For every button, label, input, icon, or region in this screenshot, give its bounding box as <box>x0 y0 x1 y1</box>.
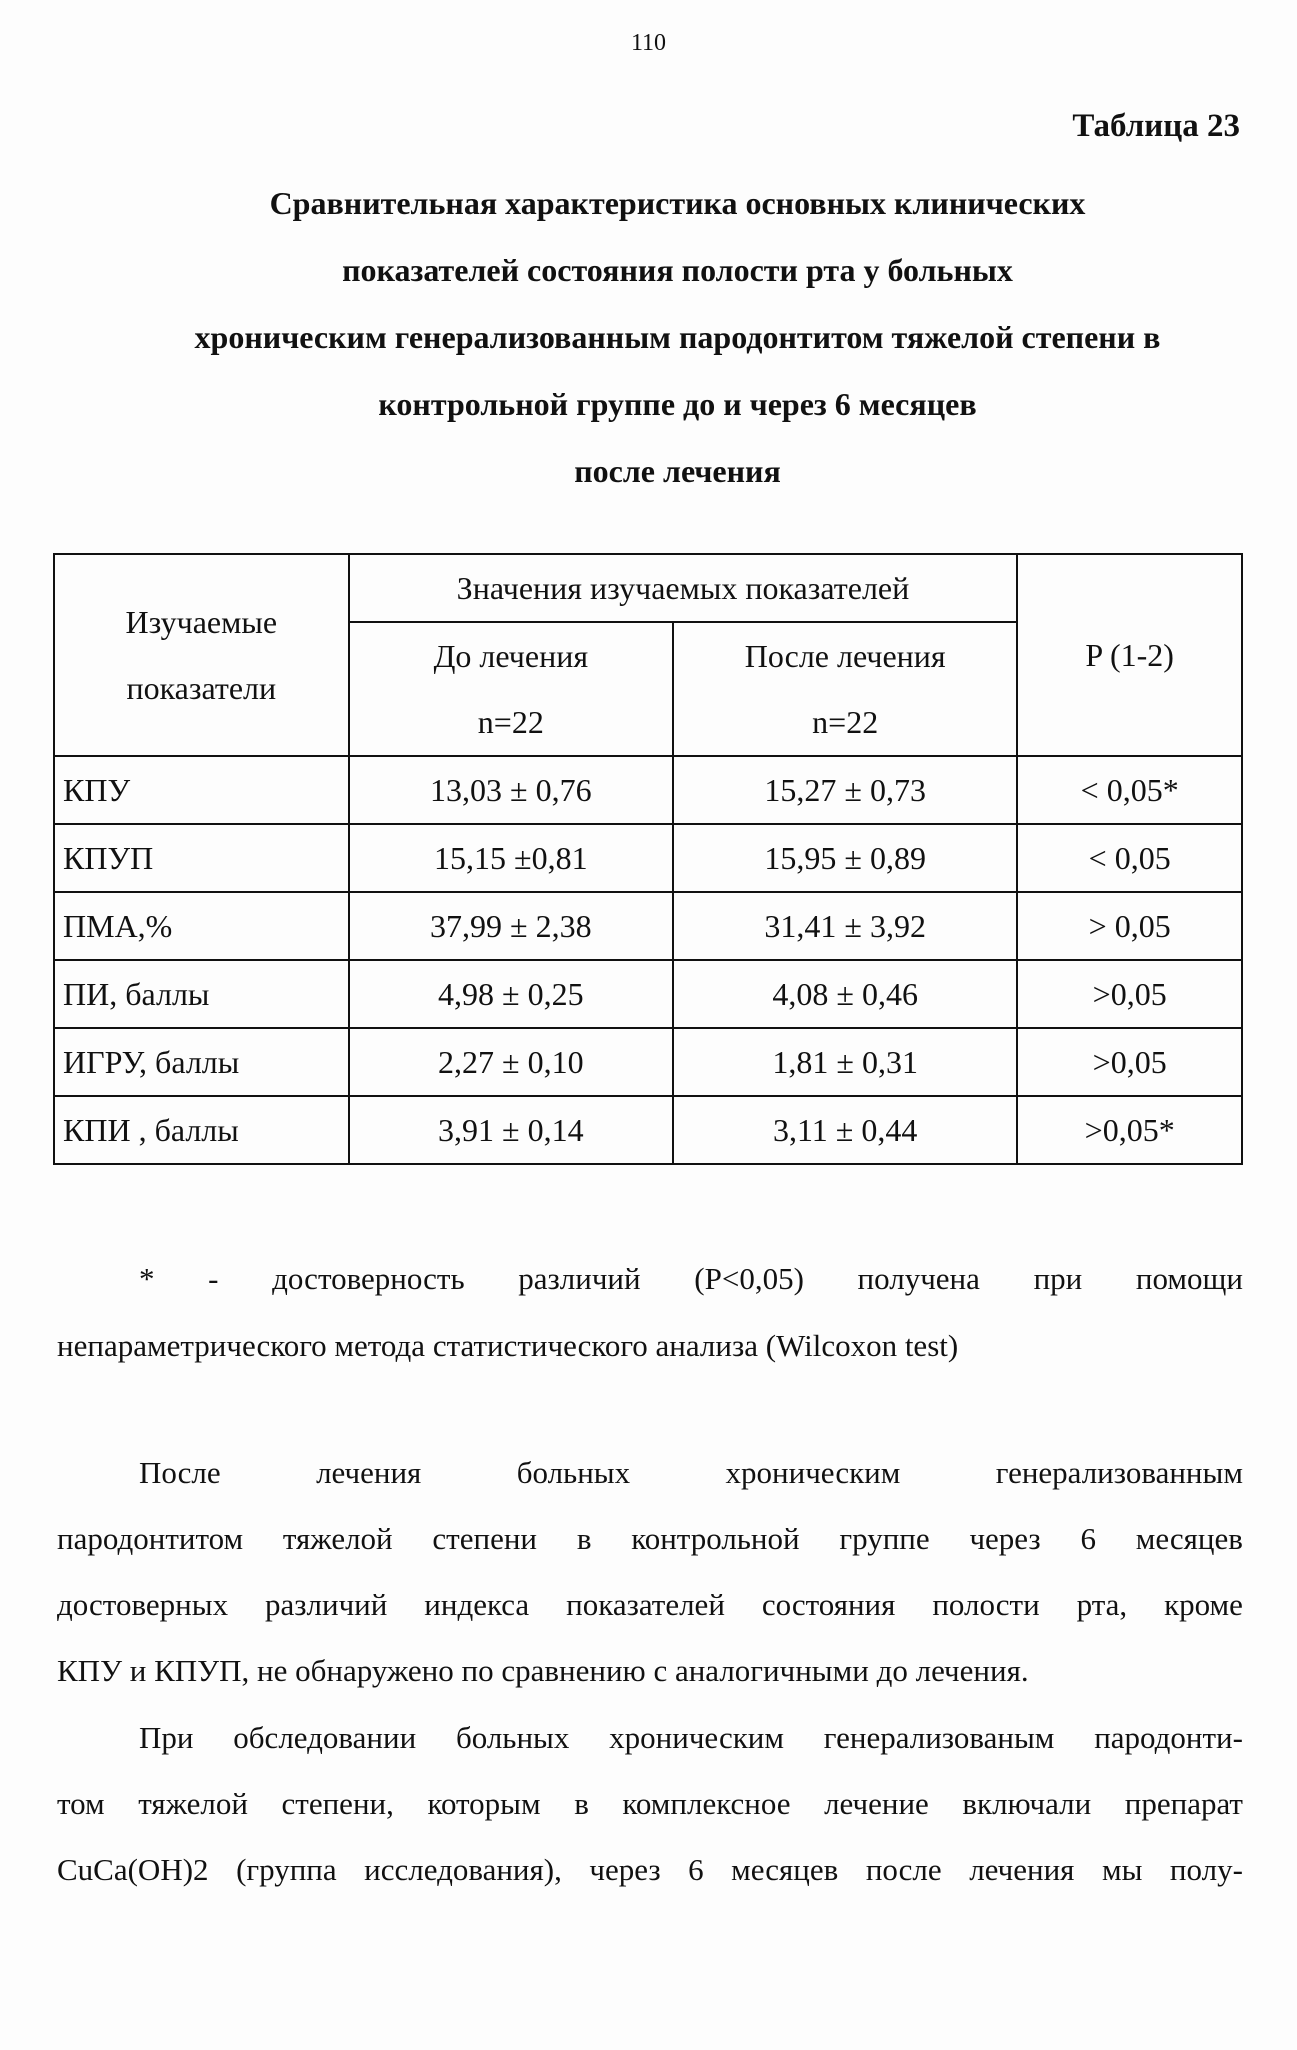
title-line: показателей состояния полости рта у больных <box>342 252 1013 288</box>
footnote-line <box>57 1245 1243 1312</box>
paragraph-word: лечения <box>969 1852 1075 1887</box>
paragraph-word: в <box>574 1786 589 1821</box>
table-row <box>54 756 1242 824</box>
paragraph-word: которым <box>427 1786 541 1821</box>
table-label: Таблица 23 <box>1072 108 1240 144</box>
row-after-value: 15,27 ± 0,73 <box>673 756 1017 824</box>
paragraph-word: лечение <box>824 1786 929 1821</box>
paragraph-word: состояния <box>761 1587 896 1622</box>
header-indicators-line1: Изучаемые <box>125 604 278 640</box>
row-after-value: 15,95 ± 0,89 <box>673 824 1017 892</box>
paragraph-word: хроническим <box>725 1455 901 1490</box>
table-row <box>54 892 1242 960</box>
table-title <box>110 170 1245 505</box>
header-after-n: n=22 <box>812 704 879 740</box>
paragraph-word: месяцев <box>1135 1521 1243 1556</box>
row-after-value: 1,81 ± 0,31 <box>673 1028 1017 1096</box>
title-line: после лечения <box>574 453 781 489</box>
paragraph-word: степени <box>432 1521 538 1556</box>
header-indicators-line2: показатели <box>126 670 277 706</box>
paragraph-word: полу- <box>1169 1852 1243 1887</box>
paragraph-word: пародонтитом <box>57 1521 244 1556</box>
paragraph-line: КПУ и КПУП, не обнаружено по сравнению с аналогичными до лечения. <box>57 1653 1029 1688</box>
row-p-value: >0,05* <box>1017 1096 1242 1164</box>
paragraph-word: группе <box>839 1521 930 1556</box>
paragraph-word: в <box>576 1521 592 1556</box>
header-before-treatment <box>349 622 673 756</box>
row-before-value: 3,91 ± 0,14 <box>349 1096 673 1164</box>
footnote-word: помощи <box>1135 1261 1243 1296</box>
header-p-value: P (1-2) <box>1017 554 1242 756</box>
paragraph-word: степени, <box>281 1786 394 1821</box>
paragraph-word: мы <box>1101 1852 1143 1887</box>
row-after-value: 3,11 ± 0,44 <box>673 1096 1017 1164</box>
row-indicator-name: КПУП <box>54 824 349 892</box>
table-footnote <box>57 1245 1243 1379</box>
paragraph-line <box>57 1705 1243 1771</box>
row-indicator-name: ПИ, баллы <box>54 960 349 1028</box>
title-line: Сравнительная характеристика основных клинических <box>269 185 1086 221</box>
header-indicators <box>54 554 349 756</box>
header-before-n: n=22 <box>477 704 544 740</box>
row-indicator-name: ИГРУ, баллы <box>54 1028 349 1096</box>
table-row <box>54 824 1242 892</box>
paragraph-word: 6 <box>688 1852 704 1887</box>
paragraph-word: больных <box>516 1455 631 1490</box>
row-after-value: 4,08 ± 0,46 <box>673 960 1017 1028</box>
paragraph-word: 6 <box>1080 1521 1096 1556</box>
table-header-row <box>54 554 1242 622</box>
paragraph-word: различий <box>265 1587 388 1622</box>
row-p-value: >0,05 <box>1017 960 1242 1028</box>
paragraph-word: обследовании <box>233 1720 417 1755</box>
paragraph-word: рта, <box>1076 1587 1128 1622</box>
table-row <box>54 1096 1242 1164</box>
paragraph-line <box>57 1771 1243 1837</box>
paragraph-word: исследования), <box>364 1852 562 1887</box>
row-p-value: < 0,05 <box>1017 824 1242 892</box>
footnote-word: при <box>1033 1261 1083 1296</box>
table-row <box>54 960 1242 1028</box>
row-indicator-name: КПИ , баллы <box>54 1096 349 1164</box>
paragraph-word: достоверных <box>57 1587 229 1622</box>
footnote-word: получена <box>857 1261 980 1296</box>
row-p-value: < 0,05* <box>1017 756 1242 824</box>
paragraph-word: показателей <box>566 1587 725 1622</box>
paragraph-word: кроме <box>1164 1587 1243 1622</box>
body-paragraph <box>57 1440 1243 1704</box>
row-before-value: 2,27 ± 0,10 <box>349 1028 673 1096</box>
row-p-value: > 0,05 <box>1017 892 1242 960</box>
footnote-word: достоверность <box>272 1261 465 1296</box>
row-indicator-name: КПУ <box>54 756 349 824</box>
row-before-value: 15,15 ±0,81 <box>349 824 673 892</box>
footnote-line: непараметрического метода статистического анализа (Wilcoxon test) <box>57 1328 959 1363</box>
paragraph-word: После <box>139 1455 221 1490</box>
header-after-label: После лечения <box>744 638 946 674</box>
paragraph-line <box>57 1440 1243 1506</box>
row-before-value: 13,03 ± 0,76 <box>349 756 673 824</box>
header-after-treatment <box>673 622 1017 756</box>
row-p-value: >0,05 <box>1017 1028 1242 1096</box>
paragraph-word: через <box>969 1521 1041 1556</box>
title-line: контрольной группе до и через 6 месяцев <box>378 386 977 422</box>
paragraph-line <box>57 1506 1243 1572</box>
paragraph-line <box>57 1572 1243 1638</box>
paragraph-word: индекса <box>424 1587 530 1622</box>
paragraph-word: лечения <box>316 1455 422 1490</box>
paragraph-word: При <box>139 1720 194 1755</box>
paragraph-word: препарат <box>1124 1786 1243 1821</box>
row-indicator-name: ПМА,% <box>54 892 349 960</box>
footnote-word: - <box>208 1261 219 1296</box>
paragraph-word: полости <box>932 1587 1040 1622</box>
paragraph-word: пародонти- <box>1094 1720 1243 1755</box>
row-after-value: 31,41 ± 3,92 <box>673 892 1017 960</box>
table-row <box>54 1028 1242 1096</box>
paragraph-line <box>57 1837 1243 1903</box>
title-line: хроническим генерализованным пародонтитом тяжелой степени в <box>194 319 1161 355</box>
row-before-value: 37,99 ± 2,38 <box>349 892 673 960</box>
paragraph-word: (группа <box>236 1852 337 1887</box>
paragraph-word: генерализованным <box>995 1455 1243 1490</box>
paragraph-word: CuCa(OH)2 <box>57 1852 209 1887</box>
paragraph-word: генерализованым <box>823 1720 1055 1755</box>
body-paragraph <box>57 1705 1243 1903</box>
paragraph-word: хроническим <box>609 1720 784 1755</box>
row-before-value: 4,98 ± 0,25 <box>349 960 673 1028</box>
paragraph-word: контрольной <box>631 1521 800 1556</box>
footnote-word: * <box>139 1261 155 1296</box>
paragraph-word: включали <box>962 1786 1092 1821</box>
paragraph-word: тяжелой <box>138 1786 248 1821</box>
paragraph-word: после <box>865 1852 942 1887</box>
page-number: 110 <box>630 30 667 56</box>
footnote-word: (P<0,05) <box>694 1261 804 1296</box>
header-values-group: Значения изучаемых показателей <box>349 554 1018 622</box>
paragraph-word: тяжелой <box>282 1521 393 1556</box>
paragraph-word: через <box>589 1852 661 1887</box>
paragraph-word: месяцев <box>731 1852 839 1887</box>
footnote-word: различий <box>518 1261 641 1296</box>
paragraph-word: том <box>57 1786 105 1821</box>
paragraph-word: больных <box>455 1720 570 1755</box>
comparison-table <box>53 553 1243 1165</box>
header-before-label: До лечения <box>433 638 589 674</box>
paragraph-word: комплексное <box>622 1786 791 1821</box>
